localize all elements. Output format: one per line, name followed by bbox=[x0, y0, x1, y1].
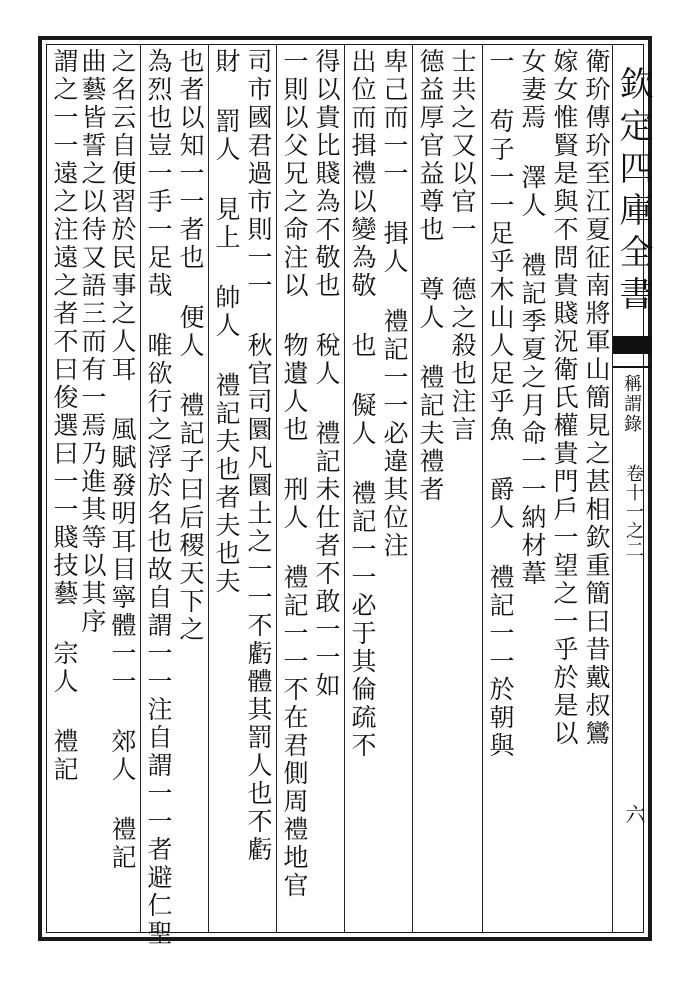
text-column: 女妻焉 澤人 禮記季夏之月命一一納材葦 bbox=[518, 48, 547, 588]
text-column: 謂之一一遠之注遠之者不曰俊選曰一一賤技藝 宗人 禮記 bbox=[50, 48, 79, 784]
text-column: 也者以知一一者也 便人 禮記子曰后稷天下之 bbox=[176, 48, 205, 644]
column-rule bbox=[412, 44, 413, 933]
volume-label: 卷十一之二 bbox=[623, 464, 644, 559]
text-column: 卑己而一一 揖人 禮記一一必違其位注 bbox=[380, 48, 409, 560]
column-rule bbox=[482, 44, 483, 933]
column-rule bbox=[208, 44, 209, 933]
column-rule bbox=[276, 44, 277, 933]
text-column: 一 苟子一一足乎木山人足乎魚 爵人 禮記一一於朝與 bbox=[486, 48, 515, 760]
fishtail-mark-lower bbox=[612, 356, 652, 368]
text-column: 得以貴比賤為不敬也 稅人 禮記未仕者不敢一一如 bbox=[312, 48, 341, 700]
text-column: 司市國君過市則一一 秋官司圜凡圜土之一一不虧體其罰人也不虧 bbox=[244, 48, 273, 864]
margin-strip bbox=[612, 44, 652, 933]
text-column: 出位而揖禮以變為敬 也 儗人 禮記一一必于其倫疏不 bbox=[348, 48, 377, 760]
page-number: 六 bbox=[622, 804, 646, 824]
text-column: 嫁女惟賢是與不問貴賤況衛氏權貴門戶一望之一乎於是以 bbox=[550, 48, 579, 748]
text-column: 德益厚官益尊也 尊人 禮記夫禮者 bbox=[416, 48, 445, 504]
book-title: 欽定四庫全書 bbox=[613, 66, 653, 318]
text-column: 衛玠傳玠至江夏征南將軍山簡見之甚相欽重簡曰昔戴叔鸞 bbox=[582, 48, 611, 748]
text-column: 之名云自便習於民事之人耳 風賦發明耳目寧體一一 郊人 禮記 bbox=[108, 48, 137, 872]
column-rule bbox=[344, 44, 345, 933]
text-column: 曲藝皆誓之以待又語三而有一焉乃進其等以其序 bbox=[78, 48, 107, 636]
fishtail-mark bbox=[612, 336, 652, 354]
text-column: 一則以父兄之命注以 物遺人也 刑人 禮記一一不在君側周禮地官 bbox=[280, 48, 309, 900]
book-subtitle: 稱謂錄 bbox=[621, 374, 642, 434]
text-column: 為烈也豈一手一足哉 唯欲行之浮於名也故自謂一一注自謂一一者避仁聖 bbox=[144, 48, 173, 948]
text-column: 財 罰人 見上 帥人 禮記夫也者夫也夫 bbox=[212, 48, 241, 596]
text-column: 士共之又以官一 德之殺也注言 bbox=[448, 48, 477, 444]
column-rule bbox=[140, 44, 141, 933]
margin-rule bbox=[612, 44, 613, 933]
